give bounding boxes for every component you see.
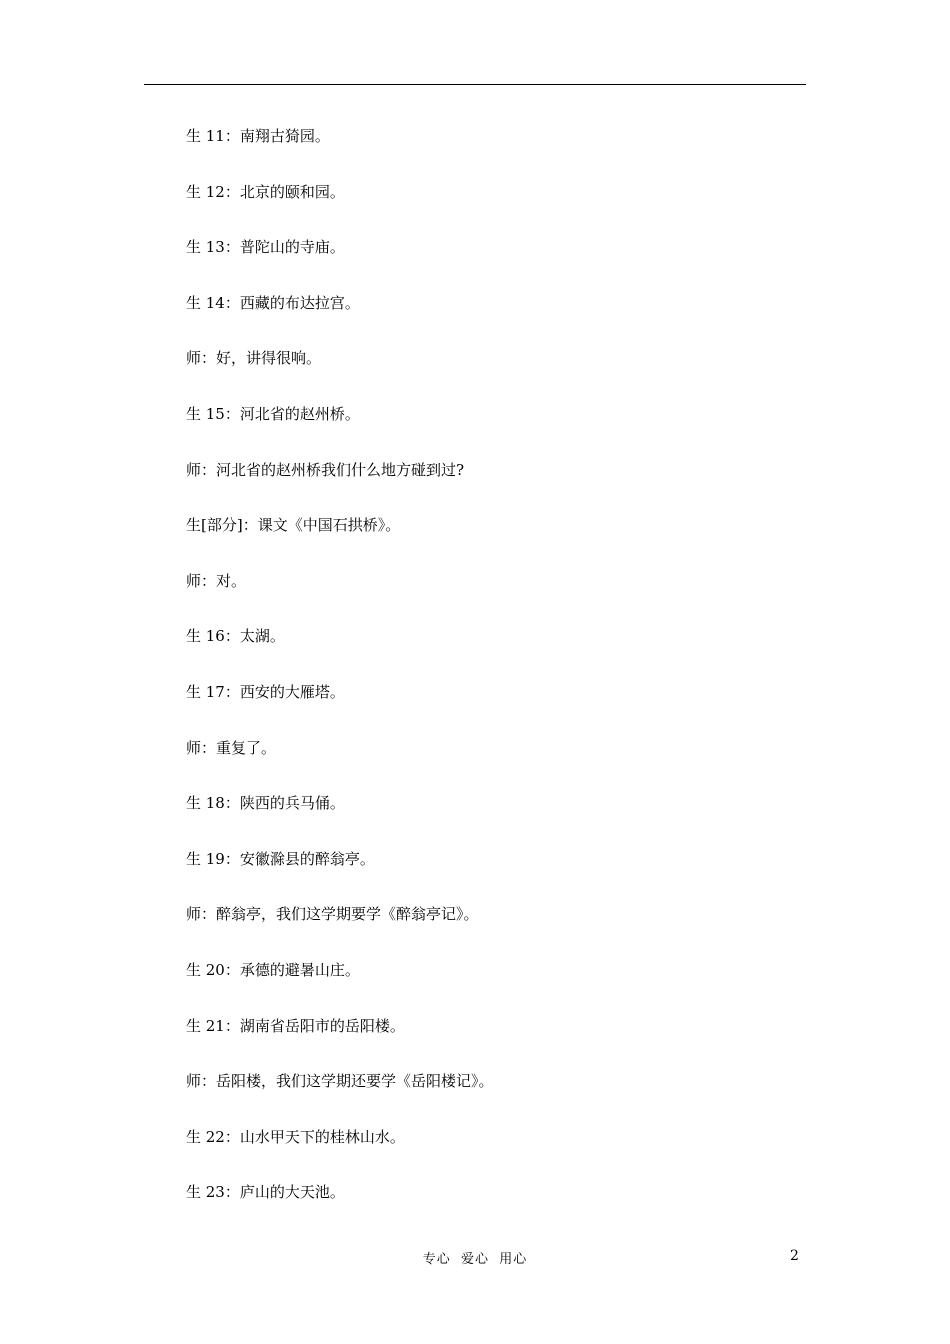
dialogue-line: 师：醉翁亭，我们这学期要学《醉翁亭记》。 [186,905,479,924]
dialogue-line: 生 23：庐山的大天池。 [186,1183,345,1202]
dialogue-line: 生 16：太湖。 [186,627,285,646]
dialogue-line: 生 18：陕西的兵马俑。 [186,794,345,813]
dialogue-line: 生 21：湖南省岳阳市的岳阳楼。 [186,1016,405,1035]
dialogue-line: 生 22：山水甲天下的桂林山水。 [186,1127,405,1146]
header-rule [144,84,806,85]
dialogue-line: 生 15：河北省的赵州桥。 [186,404,360,423]
dialogue-line: 师：对。 [186,571,247,590]
dialogue-line: 生 20：承德的避暑山庄。 [186,960,360,979]
dialogue-line: 师：岳阳楼，我们这学期还要学《岳阳楼记》。 [186,1072,494,1091]
page-number: 2 [790,1248,799,1264]
dialogue-line: 师：重复了。 [186,738,277,757]
dialogue-list [186,122,786,1234]
dialogue-line: 师：河北省的赵州桥我们什么地方碰到过? [186,460,465,479]
dialogue-line: 生 11：南翔古猗园。 [186,127,330,145]
dialogue-line: 生 14：西藏的布达拉宫。 [186,293,360,312]
footer-motto: 专心 爱心 用心 [422,1252,528,1267]
dialogue-line: 生 12：北京的颐和园。 [186,182,345,201]
dialogue-line: 生[部分]：课文《中国石拱桥》。 [186,516,401,535]
dialogue-line: 生 13：普陀山的寺庙。 [186,238,345,257]
dialogue-line: 生 17：西安的大雁塔。 [186,682,345,701]
dialogue-line: 生 19：安徽滁县的醉翁亭。 [186,849,375,868]
dialogue-line: 师：好，讲得很响。 [186,349,322,368]
